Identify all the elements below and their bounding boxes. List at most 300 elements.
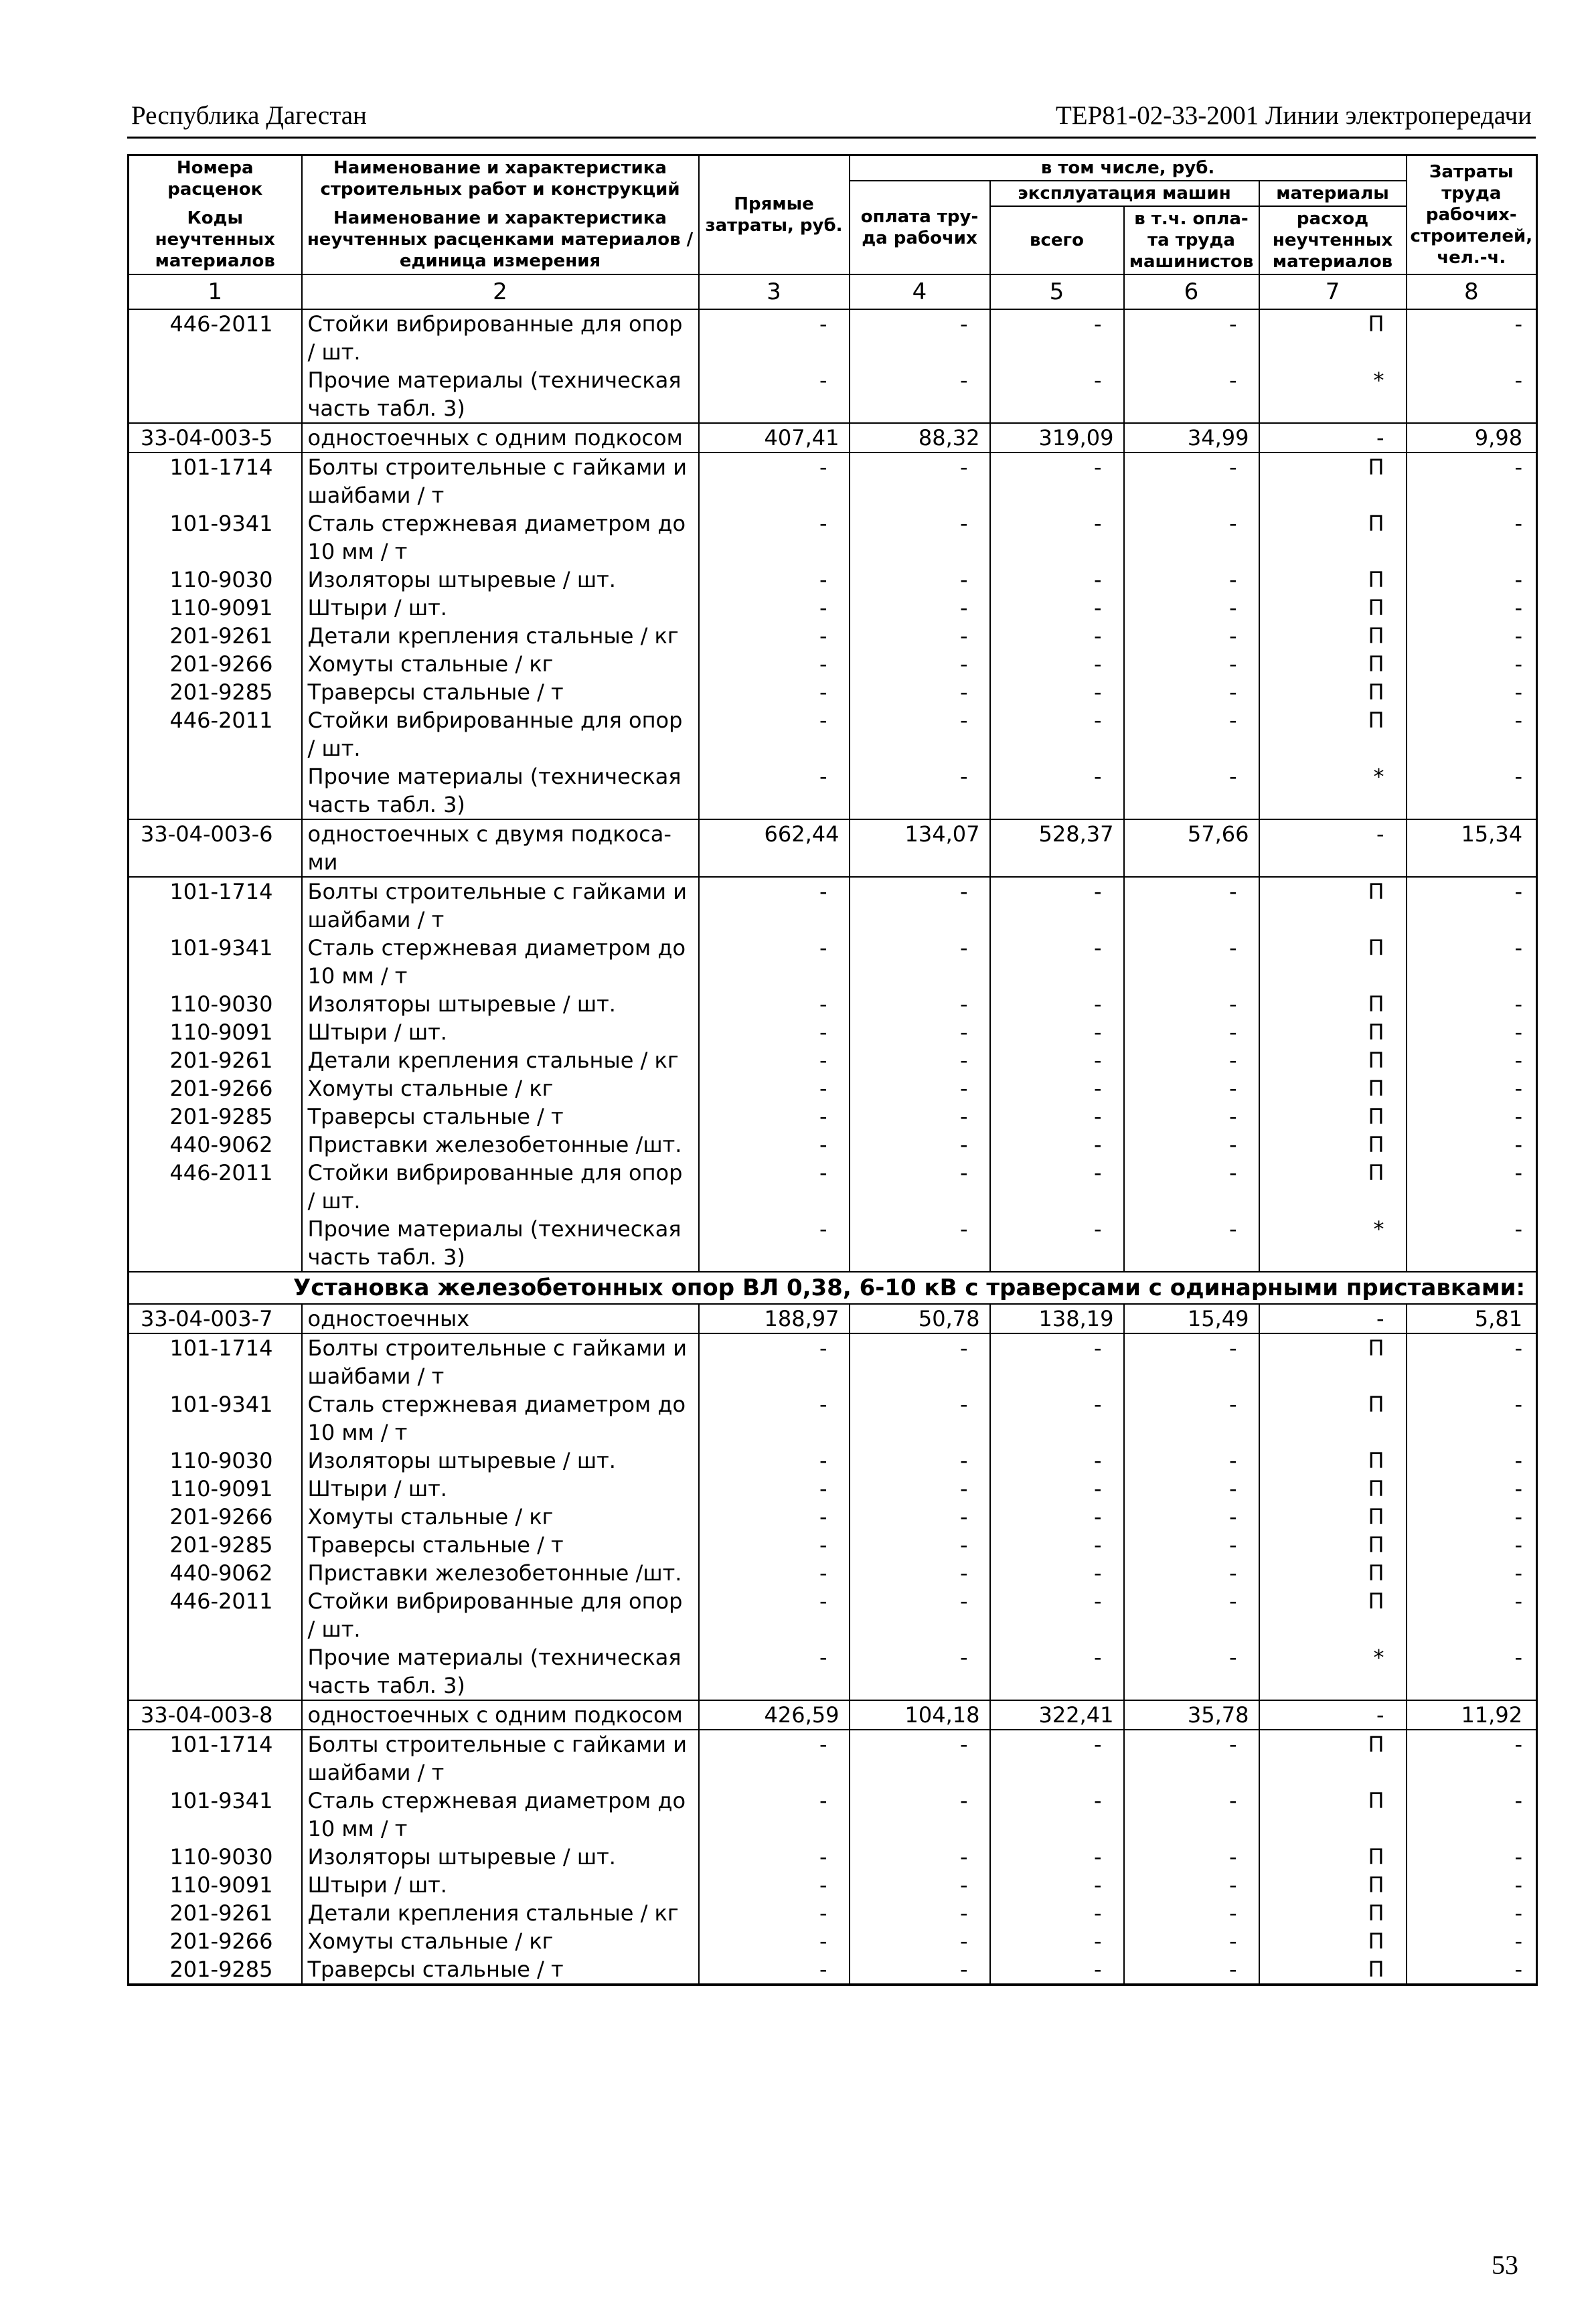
direct-costs-cell: - [699,1018,850,1046]
labor-costs-cell: - [1407,1159,1537,1215]
material-row [129,1215,1537,1272]
operator-pay-cell: - [1124,1475,1259,1503]
worker-pay-cell: - [850,622,990,650]
item-name-cell: Болты строительные с гайками и шайбами / т [302,1333,699,1390]
unaccounted-material-mark-cell: П [1259,622,1407,650]
worker-pay-cell: - [850,877,990,934]
worker-pay-cell: - [850,650,990,678]
direct-costs-cell: - [699,1447,850,1475]
direct-costs-cell: - [699,1131,850,1159]
column-number: 6 [1124,274,1259,309]
operator-pay-cell: - [1124,1131,1259,1159]
labor-costs-cell: - [1407,706,1537,762]
worker-pay-cell: - [850,453,990,509]
direct-costs-cell: - [699,1215,850,1272]
item-name-cell: Штыри / шт. [302,1018,699,1046]
header-machine-operation: эксплуатация машин [990,181,1259,206]
direct-costs-cell: - [699,706,850,762]
machines-total-cell: 319,09 [990,423,1124,453]
unaccounted-material-mark-cell: П [1259,1503,1407,1531]
operator-pay-cell: - [1124,1643,1259,1700]
unaccounted-material-mark-cell: П [1259,1018,1407,1046]
material-row [129,1390,1537,1447]
material-row [129,1333,1537,1390]
labor-costs-cell: - [1407,1843,1537,1871]
machines-total-cell: 528,37 [990,819,1124,877]
unaccounted-material-mark-cell: П [1259,1871,1407,1899]
worker-pay-cell: 104,18 [850,1700,990,1730]
machines-total-cell: - [990,1787,1124,1843]
machines-total-cell: - [990,1843,1124,1871]
machines-total-cell: - [990,1955,1124,1985]
item-name-cell: Сталь стержневая диаметром до 10 мм / т [302,509,699,566]
direct-costs-cell: - [699,1787,850,1843]
direct-costs-cell: - [699,990,850,1018]
unaccounted-material-mark-cell: * [1259,1215,1407,1272]
item-name-cell: одностоечных [302,1304,699,1333]
unaccounted-material-mark-cell: * [1259,762,1407,819]
worker-pay-cell: - [850,1046,990,1074]
machines-total-cell: 138,19 [990,1304,1124,1333]
worker-pay-cell: - [850,1899,990,1927]
labor-costs-cell: - [1407,1503,1537,1531]
operator-pay-cell: - [1124,706,1259,762]
direct-costs-cell: - [699,1899,850,1927]
unaccounted-material-mark-cell: П [1259,706,1407,762]
material-row [129,453,1537,509]
header-document-title: ТЕР81-02-33-2001 Линии электропередачи [1055,101,1532,130]
unaccounted-material-mark-cell: - [1259,423,1407,453]
worker-pay-cell: - [850,1730,990,1787]
unaccounted-material-mark-cell: П [1259,453,1407,509]
material-row [129,1730,1537,1787]
direct-costs-cell: - [699,1955,850,1985]
rate-code-cell: 101-9341 [129,934,302,990]
operator-pay-cell: - [1124,990,1259,1018]
machines-total-cell: - [990,309,1124,366]
material-row [129,1159,1537,1215]
unaccounted-material-mark-cell: П [1259,934,1407,990]
rate-code-cell: 101-9341 [129,1390,302,1447]
direct-costs-cell: - [699,762,850,819]
table-body [129,309,1537,1985]
machines-total-cell: - [990,1730,1124,1787]
header-work-name: Наименование и характеристика строительных работ и конструкций [302,155,699,207]
labor-costs-cell: - [1407,678,1537,706]
labor-costs-cell: - [1407,1074,1537,1102]
labor-costs-cell: - [1407,594,1537,622]
machines-total-cell: - [990,509,1124,566]
direct-costs-cell: - [699,1559,850,1587]
column-number: 4 [850,274,990,309]
header-rate-numbers: Номера расценок [129,155,302,207]
direct-costs-cell: - [699,1730,850,1787]
item-name-cell: Прочие материалы (техническая часть табл. 3) [302,366,699,423]
item-name-cell: одностоечных с одним подкосом [302,423,699,453]
rate-code-cell: 201-9285 [129,678,302,706]
item-name-cell: Хомуты стальные / кг [302,1074,699,1102]
unaccounted-material-mark-cell: П [1259,650,1407,678]
item-name-cell: Приставки железобетонные /шт. [302,1559,699,1587]
operator-pay-cell: - [1124,1159,1259,1215]
item-name-cell: Хомуты стальные / кг [302,650,699,678]
unaccounted-material-mark-cell: * [1259,366,1407,423]
material-row [129,309,1537,366]
item-name-cell: Стойки вибрированные для опор / шт. [302,706,699,762]
worker-pay-cell: - [850,990,990,1018]
operator-pay-cell: - [1124,1503,1259,1531]
labor-costs-cell: - [1407,1102,1537,1131]
worker-pay-cell: - [850,1333,990,1390]
column-number: 7 [1259,274,1407,309]
machines-total-cell: - [990,1074,1124,1102]
worker-pay-cell: - [850,1955,990,1985]
column-number: 3 [699,274,850,309]
unaccounted-material-mark-cell: П [1259,1843,1407,1871]
worker-pay-cell: 134,07 [850,819,990,877]
material-row [129,1131,1537,1159]
item-name-cell: одностоечных с одним подкосом [302,1700,699,1730]
rate-code-cell: 33-04-003-7 [129,1304,302,1333]
item-name-cell: Траверсы стальные / т [302,1955,699,1985]
labor-costs-cell: - [1407,509,1537,566]
worker-pay-cell: - [850,1215,990,1272]
direct-costs-cell: - [699,1102,850,1131]
operator-pay-cell: - [1124,622,1259,650]
labor-costs-cell: - [1407,366,1537,423]
operator-pay-cell: - [1124,453,1259,509]
operator-pay-cell: - [1124,566,1259,594]
machines-total-cell: - [990,1046,1124,1074]
unaccounted-material-mark-cell: П [1259,1159,1407,1215]
labor-costs-cell: - [1407,1927,1537,1955]
rate-code-cell: 110-9091 [129,1018,302,1046]
machines-total-cell: - [990,1390,1124,1447]
item-name-cell: Стойки вибрированные для опор / шт. [302,309,699,366]
labor-costs-cell: - [1407,622,1537,650]
labor-costs-cell: - [1407,1131,1537,1159]
worker-pay-cell: - [850,1475,990,1503]
header-machines-total: всего [990,206,1124,274]
item-name-cell: Траверсы стальные / т [302,678,699,706]
machines-total-cell: - [990,594,1124,622]
operator-pay-cell: - [1124,1215,1259,1272]
machines-total-cell: - [990,1503,1124,1531]
material-row [129,566,1537,594]
direct-costs-cell: 188,97 [699,1304,850,1333]
item-name-cell: Прочие материалы (техническая часть табл. 3) [302,762,699,819]
direct-costs-cell: - [699,1587,850,1643]
rate-row [129,819,1537,877]
direct-costs-cell: - [699,366,850,423]
item-name-cell: Детали крепления стальные / кг [302,1046,699,1074]
operator-pay-cell: - [1124,1843,1259,1871]
operator-pay-cell: - [1124,1018,1259,1046]
material-row [129,509,1537,566]
machines-total-cell: - [990,1018,1124,1046]
worker-pay-cell: - [850,1927,990,1955]
machines-total-cell: - [990,678,1124,706]
operator-pay-cell: - [1124,594,1259,622]
rate-row [129,1700,1537,1730]
direct-costs-cell: - [699,1927,850,1955]
rate-code-cell: 110-9030 [129,990,302,1018]
machines-total-cell: - [990,453,1124,509]
header-including: в том числе, руб. [850,155,1407,181]
direct-costs-cell: - [699,1475,850,1503]
operator-pay-cell: 35,78 [1124,1700,1259,1730]
machines-total-cell: - [990,877,1124,934]
material-row [129,1787,1537,1843]
unaccounted-material-mark-cell: П [1259,1955,1407,1985]
rate-code-cell: 101-1714 [129,1730,302,1787]
machines-total-cell: - [990,1131,1124,1159]
worker-pay-cell: - [850,1018,990,1046]
unaccounted-material-mark-cell: П [1259,309,1407,366]
machines-total-cell: - [990,1587,1124,1643]
unaccounted-material-mark-cell: П [1259,1559,1407,1587]
column-number: 8 [1407,274,1537,309]
unaccounted-material-mark-cell: П [1259,1333,1407,1390]
rate-code-cell: 201-9261 [129,1046,302,1074]
labor-costs-cell: - [1407,1531,1537,1559]
rate-code-cell: 201-9266 [129,650,302,678]
section-heading: Установка железобетонных опор ВЛ 0,38, 6-10 кВ с траверсами с одинарными приставками: [129,1272,1537,1304]
item-name-cell: Изоляторы штыревые / шт. [302,990,699,1018]
item-name-cell: Сталь стержневая диаметром до 10 мм / т [302,1787,699,1843]
worker-pay-cell: - [850,1131,990,1159]
labor-costs-cell: - [1407,1333,1537,1390]
material-row [129,706,1537,762]
labor-costs-cell: - [1407,934,1537,990]
material-row [129,1899,1537,1927]
operator-pay-cell: - [1124,934,1259,990]
worker-pay-cell: - [850,1559,990,1587]
rate-code-cell: 201-9285 [129,1955,302,1985]
labor-costs-cell: - [1407,1390,1537,1447]
rate-code-cell: 110-9091 [129,594,302,622]
labor-costs-cell: - [1407,453,1537,509]
rate-code-cell: 201-9266 [129,1074,302,1102]
operator-pay-cell: - [1124,1390,1259,1447]
machines-total-cell: - [990,1333,1124,1390]
machines-total-cell: - [990,706,1124,762]
page-number: 53 [1492,2250,1518,2280]
rate-code-cell [129,1215,302,1272]
worker-pay-cell: - [850,1447,990,1475]
header-materials: материалы [1259,181,1407,206]
item-name-cell: Штыри / шт. [302,594,699,622]
rate-code-cell: 440-9062 [129,1131,302,1159]
material-row [129,934,1537,990]
worker-pay-cell: - [850,1871,990,1899]
worker-pay-cell: - [850,366,990,423]
rate-code-cell: 101-9341 [129,509,302,566]
rate-code-cell: 110-9030 [129,566,302,594]
rate-code-cell: 33-04-003-8 [129,1700,302,1730]
item-name-cell: Стойки вибрированные для опор / шт. [302,1159,699,1215]
worker-pay-cell: - [850,309,990,366]
column-numbers-row [129,274,1537,309]
worker-pay-cell: - [850,1390,990,1447]
labor-costs-cell: - [1407,1871,1537,1899]
material-row [129,762,1537,819]
material-row [129,366,1537,423]
operator-pay-cell: - [1124,1871,1259,1899]
unaccounted-material-mark-cell: П [1259,509,1407,566]
material-row [129,1447,1537,1475]
labor-costs-cell: - [1407,990,1537,1018]
direct-costs-cell: - [699,622,850,650]
rate-code-cell: 201-9285 [129,1531,302,1559]
unaccounted-material-mark-cell: П [1259,1587,1407,1643]
machines-total-cell: - [990,650,1124,678]
direct-costs-cell: - [699,309,850,366]
rate-code-cell: 110-9030 [129,1843,302,1871]
direct-costs-cell: - [699,678,850,706]
labor-costs-cell: - [1407,1215,1537,1272]
worker-pay-cell: - [850,1787,990,1843]
header-unaccounted-materials: расход неучтенных материалов [1259,206,1407,274]
material-row [129,678,1537,706]
operator-pay-cell: 34,99 [1124,423,1259,453]
direct-costs-cell: - [699,650,850,678]
labor-costs-cell: - [1407,1559,1537,1587]
rate-code-cell: 110-9091 [129,1475,302,1503]
worker-pay-cell: 50,78 [850,1304,990,1333]
operator-pay-cell: - [1124,509,1259,566]
direct-costs-cell: - [699,1843,850,1871]
machines-total-cell: - [990,1559,1124,1587]
material-row [129,990,1537,1018]
worker-pay-cell: - [850,762,990,819]
operator-pay-cell: - [1124,1046,1259,1074]
item-name-cell: Прочие материалы (техническая часть табл. 3) [302,1643,699,1700]
material-row [129,1559,1537,1587]
material-row [129,622,1537,650]
labor-costs-cell: - [1407,1643,1537,1700]
item-name-cell: Приставки железобетонные /шт. [302,1131,699,1159]
worker-pay-cell: - [850,1643,990,1700]
direct-costs-cell: - [699,1046,850,1074]
unaccounted-material-mark-cell: П [1259,566,1407,594]
labor-costs-cell: - [1407,1955,1537,1985]
rate-code-cell: 201-9266 [129,1927,302,1955]
item-name-cell: Сталь стержневая диаметром до 10 мм / т [302,1390,699,1447]
worker-pay-cell: - [850,566,990,594]
worker-pay-cell: - [850,1159,990,1215]
unaccounted-material-mark-cell: - [1259,1700,1407,1730]
direct-costs-cell: - [699,934,850,990]
material-row [129,650,1537,678]
section-heading-row [129,1272,1537,1304]
material-row [129,1587,1537,1643]
unaccounted-material-mark-cell: П [1259,1390,1407,1447]
labor-costs-cell: 15,34 [1407,819,1537,877]
item-name-cell: Болты строительные с гайками и шайбами / т [302,877,699,934]
item-name-cell: Детали крепления стальные / кг [302,1899,699,1927]
rate-code-cell [129,762,302,819]
labor-costs-cell: - [1407,762,1537,819]
machines-total-cell: - [990,1102,1124,1131]
unaccounted-material-mark-cell: - [1259,819,1407,877]
direct-costs-cell: - [699,1643,850,1700]
machines-total-cell: - [990,1643,1124,1700]
unaccounted-material-mark-cell: П [1259,990,1407,1018]
worker-pay-cell: - [850,1102,990,1131]
material-row [129,1843,1537,1871]
operator-pay-cell: - [1124,762,1259,819]
column-number: 1 [129,274,302,309]
labor-costs-cell: - [1407,1447,1537,1475]
unaccounted-material-mark-cell: П [1259,678,1407,706]
item-name-cell: Изоляторы штыревые / шт. [302,566,699,594]
direct-costs-cell: - [699,1333,850,1390]
direct-costs-cell: - [699,1871,850,1899]
operator-pay-cell: - [1124,1333,1259,1390]
labor-costs-cell: - [1407,1046,1537,1074]
machines-total-cell: 322,41 [990,1700,1124,1730]
rate-code-cell: 101-9341 [129,1787,302,1843]
labor-costs-cell: - [1407,650,1537,678]
direct-costs-cell: - [699,1159,850,1215]
rate-code-cell [129,366,302,423]
machines-total-cell: - [990,366,1124,423]
operator-pay-cell: - [1124,309,1259,366]
machines-total-cell: - [990,622,1124,650]
unaccounted-material-mark-cell: П [1259,1787,1407,1843]
header-region: Республика Дагестан [131,101,367,130]
operator-pay-cell: 15,49 [1124,1304,1259,1333]
labor-costs-cell: - [1407,1899,1537,1927]
machines-total-cell: - [990,566,1124,594]
operator-pay-cell: - [1124,1787,1259,1843]
item-name-cell: Штыри / шт. [302,1475,699,1503]
rate-code-cell: 446-2011 [129,1587,302,1643]
unaccounted-material-mark-cell: П [1259,1102,1407,1131]
header-rule [127,137,1536,139]
operator-pay-cell: - [1124,1955,1259,1985]
direct-costs-cell: - [699,1503,850,1531]
material-row [129,1531,1537,1559]
material-row [129,1871,1537,1899]
item-name-cell: Штыри / шт. [302,1871,699,1899]
machines-total-cell: - [990,990,1124,1018]
rate-code-cell: 440-9062 [129,1559,302,1587]
labor-costs-cell: 5,81 [1407,1304,1537,1333]
header-labor-costs: Затраты труда рабочих-строителей, чел.-ч. [1407,155,1537,275]
direct-costs-cell: 407,41 [699,423,850,453]
header-operator-pay: в т.ч. опла-та труда машинистов [1124,206,1259,274]
labor-costs-cell: 11,92 [1407,1700,1537,1730]
worker-pay-cell: - [850,1074,990,1102]
operator-pay-cell: - [1124,877,1259,934]
rate-code-cell [129,1643,302,1700]
material-row [129,1503,1537,1531]
material-row [129,1955,1537,1985]
machines-total-cell: - [990,1531,1124,1559]
labor-costs-cell: - [1407,566,1537,594]
unaccounted-material-mark-cell: П [1259,1131,1407,1159]
operator-pay-cell: - [1124,1730,1259,1787]
unaccounted-material-mark-cell: П [1259,1730,1407,1787]
item-name-cell: Болты строительные с гайками и шайбами / т [302,453,699,509]
direct-costs-cell: - [699,1390,850,1447]
machines-total-cell: - [990,934,1124,990]
rate-code-cell: 101-1714 [129,877,302,934]
worker-pay-cell: - [850,934,990,990]
rate-code-cell: 33-04-003-6 [129,819,302,877]
